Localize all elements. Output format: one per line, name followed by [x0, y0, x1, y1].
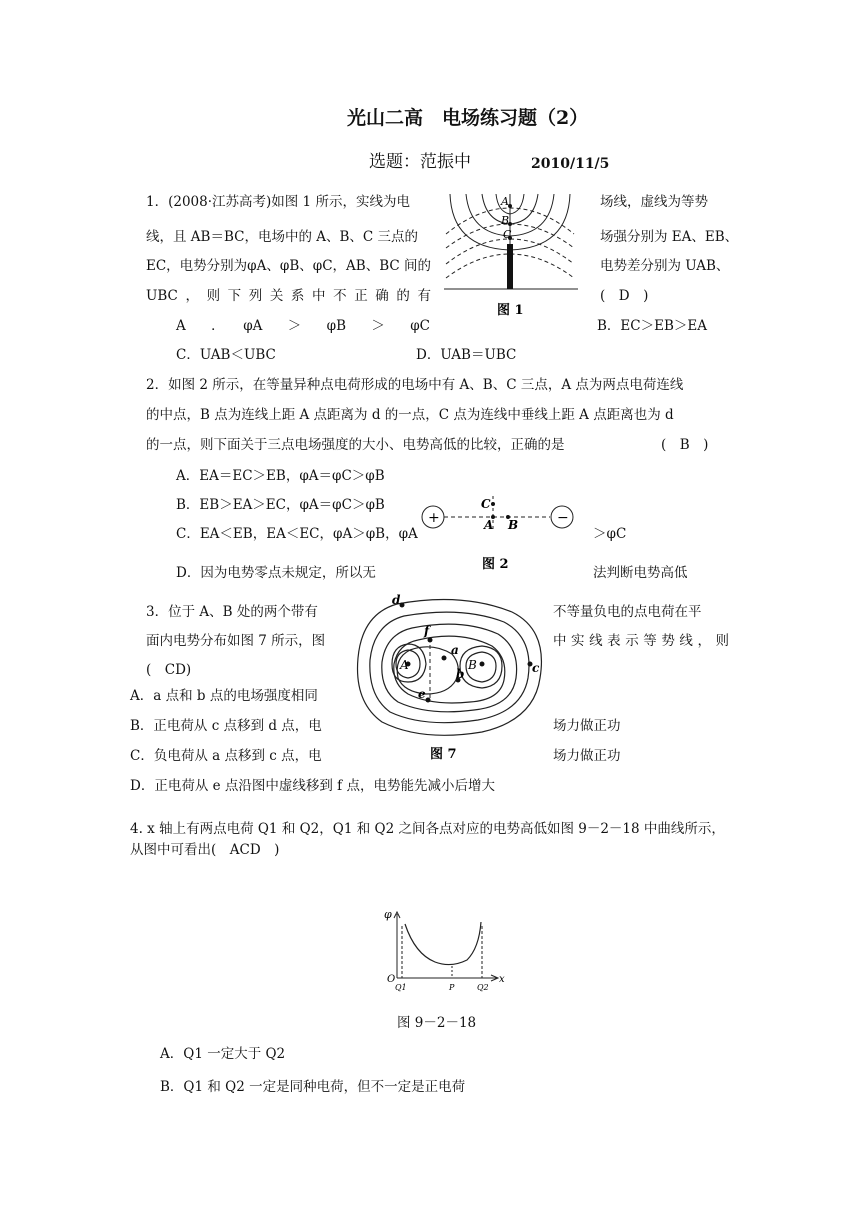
date: 2010/11/5 [531, 156, 610, 172]
q1-option-c: C．UAB＜UBC [176, 347, 276, 363]
q3-option-b-right: 场力做正功 [553, 718, 621, 734]
q1-answer: ( D ) [600, 288, 649, 304]
q3-option-c-left: C．负电荷从 a 点移到 c 点，电 [130, 748, 322, 764]
q1-line1-right: 场线，虚线为等势 [600, 194, 708, 210]
axis-label-x: x [499, 974, 505, 985]
fig2-caption: 图 2 [482, 557, 509, 572]
q2-option-d-left: D．因为电势零点未规定，所以无 [176, 565, 376, 581]
fig7-caption: 图 7 [430, 747, 457, 762]
fig1-caption: 图 1 [497, 303, 524, 318]
q2-option-d-right: 法判断电势高低 [593, 565, 688, 581]
potential-curve [405, 922, 481, 965]
q2-answer: ( B ) [661, 437, 709, 453]
q3-line1-right: 不等量负电的点电荷在平 [553, 604, 702, 620]
minus-sign: − [557, 510, 569, 526]
q4-line2: 从图中可看出( ACD ) [130, 842, 280, 858]
q4-line1: 4. x 轴上有两点电荷 Q1 和 Q2，Q1 和 Q2 之间各点对应的电势高低如图 9－2－18 中曲线所示， [130, 821, 725, 837]
q2-option-b: B．EB＞EA＞EC，φA＝φC＞φB [176, 497, 385, 513]
axis-label-phi: φ [384, 908, 392, 921]
figure-2 [414, 490, 584, 572]
fig2-label-b: B [508, 518, 519, 532]
q3-line2-right: 中实线表示等势线，则 [553, 633, 729, 649]
q2-option-a: A．EA＝EC＞EB，φA＝φC＞φB [176, 468, 385, 484]
fig1-label-a: A [501, 195, 509, 208]
q2-option-c-left: C．EA＜EB，EA＜EC，φA＞φB，φA [176, 526, 418, 542]
fig7-label-A: A [400, 658, 409, 672]
q3-answer: ( CD) [146, 662, 192, 678]
q1-option-b: B．EC＞EB＞EA [597, 318, 707, 334]
fig2-label-c: C [481, 497, 491, 511]
q2-line3: 的一点，则下面关于三点电场强度的大小、电势高低的比较，正确的是 [146, 437, 565, 453]
axis-origin-label: O [387, 974, 396, 985]
figure-1 [440, 186, 588, 321]
q1-line1-left: 1．(2008·江苏高考)如图 1 所示，实线为电 [146, 194, 410, 210]
q3-option-b-left: B．正电荷从 c 点移到 d 点，电 [130, 718, 322, 734]
fig7-label-b: b [456, 667, 465, 681]
q1-line2-left: 线，且 AB＝BC，电场中的 A、B、C 三点的 [146, 229, 419, 245]
tick-label-q1: Q1 [395, 983, 407, 992]
q1-option-a: A ． φA ＞ φB ＞ φC [176, 318, 430, 334]
q1-line2-right: 场强分别为 EA、EB、 [600, 229, 739, 245]
plus-sign: + [428, 510, 440, 526]
q3-line1-left: 3．位于 A、B 处的两个带有 [146, 604, 318, 620]
fig9-caption: 图 9－2－18 [397, 1015, 477, 1031]
tick-label-q2: Q2 [477, 983, 489, 992]
fig7-label-B: B [468, 658, 477, 672]
fig2-label-a: A [484, 518, 494, 532]
q2-line2: 的中点，B 点为连线上距 A 点距离为 d 的一点，C 点为连线中垂线上距 A 点距离也为 d [146, 407, 674, 423]
q3-option-c-right: 场力做正功 [553, 748, 621, 764]
q3-option-a: A．a 点和 b 点的电场强度相同 [130, 688, 318, 704]
q1-line4-left: UBC，则下列关系中不正确的有 [146, 288, 431, 304]
fig1-label-b: B [501, 214, 510, 227]
q1-line3-left: EC，电势分别为φA、φB、φC，AB、BC 间的 [146, 258, 432, 274]
figure-7 [352, 590, 552, 770]
figure-9-2-18 [375, 906, 515, 996]
q2-line1: 2．如图 2 所示，在等量异种点电荷形成的电场中有 A、B、C 三点，A 点为两点电荷连线 [146, 377, 684, 393]
fig7-label-a: a [451, 643, 459, 657]
q1-line3-right: 电势差分别为 UAB、 [600, 258, 730, 274]
q3-line2-left: 面内电势分布如图 7 所示，图 [146, 633, 326, 649]
q3-option-d: D．正电荷从 e 点沿图中虚线移到 f 点，电势能先减小后增大 [130, 778, 495, 794]
fig1-label-c: C [503, 228, 512, 241]
author-line: 选题：范振中 [369, 152, 471, 172]
fig7-label-c: c [532, 661, 540, 675]
page-title: 光山二高 电场练习题（2） [347, 107, 589, 129]
q2-option-c-right: ＞φC [593, 526, 627, 542]
q4-option-a: A．Q1 一定大于 Q2 [160, 1046, 286, 1062]
fig7-label-e: e [418, 687, 426, 701]
charged-rod [507, 244, 513, 289]
q4-option-b: B．Q1 和 Q2 一定是同种电荷，但不一定是正电荷 [160, 1079, 466, 1095]
tick-label-p: P [449, 983, 455, 992]
fig7-label-d: d [392, 593, 401, 607]
fig7-label-f: f [424, 624, 430, 638]
q1-option-d: D．UAB＝UBC [416, 347, 517, 363]
